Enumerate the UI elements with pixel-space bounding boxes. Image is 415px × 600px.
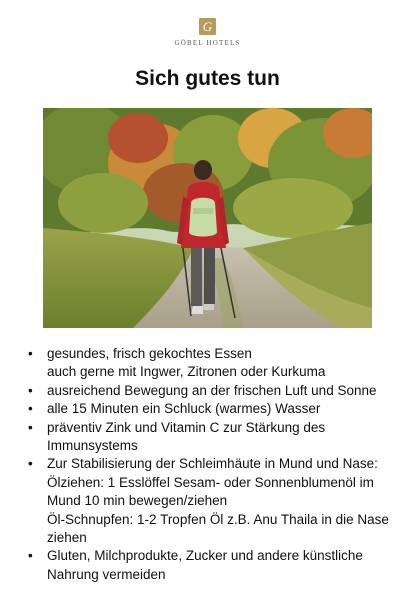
brand-logo: [0, 18, 415, 47]
list-item-text: ziehen: [47, 530, 87, 546]
logo-mark-icon: G: [199, 18, 216, 35]
tips-list: [28, 345, 403, 584]
bullet-icon: •: [28, 401, 33, 417]
list-item: [28, 547, 403, 584]
list-item: [28, 455, 403, 547]
bullet-icon: •: [28, 382, 33, 398]
list-item-text: Mund 10 min bewegen/ziehen: [47, 493, 228, 509]
list-item-text: präventiv Zink und Vitamin C zur Stärkung des: [47, 419, 326, 435]
list-item-text: Gluten, Milchprodukte, Zucker und andere künstliche: [47, 548, 363, 564]
list-item: [28, 400, 403, 418]
list-item-text: Öl-Schnupfen: 1-2 Tropfen Öl z.B. Anu Thaila in die Nase: [47, 511, 389, 527]
list-item-text: auch gerne mit Ingwer, Zitronen oder Kurkuma: [47, 364, 326, 380]
list-item-text: ausreichend Bewegung an der frischen Luft und Sonne: [47, 382, 377, 398]
list-item-text: Ölziehen: 1 Esslöffel Sesam- oder Sonnenblumenöl im: [47, 474, 374, 490]
bullet-icon: •: [28, 419, 33, 435]
list-item-text: Immunsystems: [47, 438, 138, 454]
hiker-photo: [43, 108, 372, 328]
list-item: [28, 382, 403, 400]
list-item: [28, 419, 403, 456]
bullet-icon: •: [28, 346, 33, 361]
page-title: Sich gutes tun: [135, 67, 280, 90]
bullet-icon: •: [28, 548, 33, 564]
list-item-text: Zur Stabilisierung der Schleimhäute in Mund und Nase:: [47, 456, 378, 472]
brand-name: GÖBEL HOTELS: [174, 39, 241, 47]
bullet-icon: •: [28, 456, 33, 472]
list-item-text: alle 15 Minuten ein Schluck (warmes) Wasser: [47, 401, 321, 417]
list-item-text: gesundes, frisch gekochtes Essen: [47, 346, 252, 361]
list-item-text: Nahrung vermeiden: [47, 566, 166, 582]
list-item: [28, 345, 403, 382]
